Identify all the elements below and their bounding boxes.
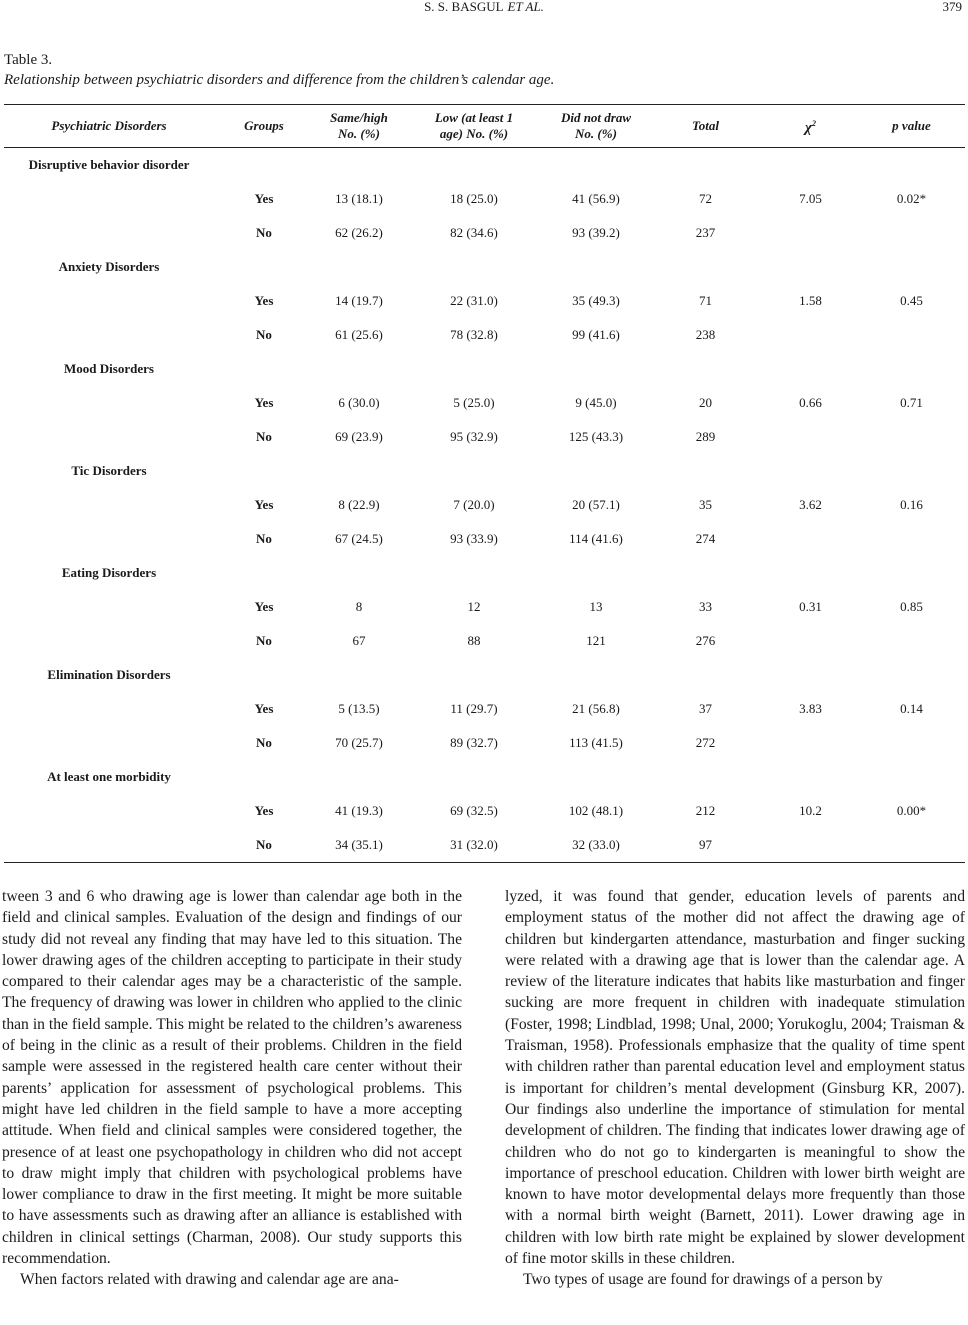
table-row [4,318,965,352]
disorder-name: Eating Disorders [61,565,157,580]
group-cell: Yes [254,701,274,716]
did-not-draw-cell: 20 (57.1) [572,497,620,512]
low-cell: 18 (25.0) [450,191,498,206]
disorder-name: Anxiety Disorders [58,259,160,274]
did-not-draw-cell: 21 (56.8) [572,701,620,716]
chi-square-cell: 3.83 [799,701,822,716]
group-cell: No [256,735,272,750]
table-row [4,182,965,216]
chi-square-cell [763,318,858,352]
header-did-not-draw: Did not draw No. (%) [544,105,648,148]
header-p-value: p value [858,105,965,148]
group-cell: Yes [254,497,274,512]
chi-square-cell [763,624,858,658]
chi-square-cell [763,828,858,863]
table-group-row [4,760,965,794]
low-cell: 11 (29.7) [450,701,498,716]
same-high-cell: 41 (19.3) [335,803,383,818]
total-cell: 71 [699,293,712,308]
low-cell: 78 (32.8) [450,327,498,342]
table-row [4,386,965,420]
empty-cell [4,488,214,522]
p-value-cell [858,420,965,454]
group-cell: No [214,828,314,863]
running-head-authors [0,0,968,18]
table-row [4,726,965,760]
body-column-right [505,886,965,1291]
did-not-draw-cell: 113 (41.5) [569,735,623,750]
p-value-cell [858,522,965,556]
group-cell: Yes [254,293,274,308]
empty-cell [4,182,214,216]
empty-cell [4,420,214,454]
group-cell: Yes [254,191,274,206]
chi-square-cell [763,522,858,556]
group-cell: Yes [254,395,274,410]
total-cell: 20 [699,395,712,410]
low-cell: 95 (32.9) [450,429,498,444]
total-cell: 33 [699,599,712,614]
did-not-draw-cell: 93 (39.2) [572,225,620,240]
table-title: Relationship between psychiatric disorders and difference from the children’s calendar age. [4,72,555,88]
disorder-name: Mood Disorders [64,361,154,376]
table-body [4,148,965,863]
did-not-draw-cell: 114 (41.6) [569,531,623,546]
group-cell: Yes [254,803,274,818]
chi-square-cell: 3.62 [799,497,822,512]
table-row [4,216,965,250]
table-group-row [4,556,965,590]
chi-square-cell: 1.58 [799,293,822,308]
chi-square-cell: 7.05 [799,191,822,206]
low-cell: 89 (32.7) [450,735,498,750]
same-high-cell: 67 [352,633,366,648]
empty-cell [4,794,214,828]
header-low: Low (at least 1 age) No. (%) [404,105,544,148]
same-high-cell: 14 (19.7) [335,293,383,308]
p-value-cell: 0.02* [896,191,927,206]
low-cell: 22 (31.0) [450,293,498,308]
group-cell: No [256,531,272,546]
empty-cell [4,522,214,556]
table-row [4,692,965,726]
header-groups: Groups [214,105,314,148]
same-high-cell: 8 [355,599,363,614]
total-cell: 72 [699,191,712,206]
total-cell: 274 [695,531,716,546]
did-not-draw-cell: 32 (33.0) [544,828,648,863]
authors: S. S. BASGUL [424,0,504,14]
did-not-draw-cell: 121 [586,633,606,648]
low-cell: 7 (20.0) [453,497,495,512]
total-cell: 97 [648,828,763,863]
same-high-cell: 69 (23.9) [335,429,383,444]
empty-cell [4,726,214,760]
paragraph: When factors related with drawing and calendar age are ana- [20,1271,399,1289]
same-high-cell: 62 (26.2) [335,225,383,240]
group-cell: No [256,429,272,444]
total-cell: 238 [695,327,716,342]
table-caption [4,50,554,90]
table-row [4,522,965,556]
table-label: Table 3. [4,52,53,68]
total-cell: 289 [695,429,716,444]
group-cell: Yes [254,599,274,614]
low-cell: 93 (33.9) [450,531,498,546]
did-not-draw-cell: 102 (48.1) [568,803,624,818]
disorder-name: Elimination Disorders [47,667,171,682]
empty-cell [4,624,214,658]
group-cell: No [256,633,272,648]
p-value-cell [858,726,965,760]
did-not-draw-cell: 99 (41.6) [572,327,620,342]
group-cell: No [256,225,272,240]
did-not-draw-cell: 35 (49.3) [572,293,620,308]
header-chi-square: $\chi^2$ [763,105,858,148]
low-cell: 12 [467,599,481,614]
chi-square-cell [763,216,858,250]
table-group-row [4,658,965,692]
total-cell: 237 [695,225,716,240]
chi-square-cell [763,420,858,454]
same-high-cell: 8 (22.9) [338,497,380,512]
did-not-draw-cell: 41 (56.9) [572,191,620,206]
results-table [4,104,965,863]
total-cell: 272 [695,735,716,750]
p-value-cell: 0.85 [900,599,923,614]
chi-square-cell: 10.2 [799,803,822,818]
disorder-name: Disruptive behavior disorder [28,157,190,172]
same-high-cell: 70 (25.7) [335,735,383,750]
p-value-cell: 0.71 [900,395,923,410]
header-disorders: Psychiatric Disorders [4,105,214,148]
paragraph: Two types of usage are found for drawings of a person by [523,1271,883,1289]
same-high-cell: 34 (35.1) [314,828,404,863]
same-high-cell: 67 (24.5) [335,531,383,546]
same-high-cell: 61 (25.6) [335,327,383,342]
p-value-cell: 0.45 [900,293,923,308]
empty-cell [4,216,214,250]
p-value-cell: 0.14 [900,701,923,716]
table-row [4,590,965,624]
table-group-row [4,352,965,386]
total-cell: 276 [695,633,716,648]
table-row [4,794,965,828]
table-group-row [4,250,965,284]
table-row [4,284,965,318]
header-same-high: Same/high No. (%) [314,105,404,148]
same-high-cell: 13 (18.1) [335,191,383,206]
empty-cell [4,318,214,352]
low-cell: 31 (32.0) [404,828,544,863]
table-group-row [4,148,965,183]
running-head [0,0,968,22]
did-not-draw-cell: 13 [589,599,603,614]
page-number: 379 [942,0,962,14]
p-value-cell [858,216,965,250]
empty-cell [4,386,214,420]
low-cell: 82 (34.6) [450,225,498,240]
table-row [4,828,965,863]
low-cell: 88 [467,633,481,648]
total-cell: 35 [699,497,712,512]
paragraph: tween 3 and 6 who drawing age is lower than calendar age both in the field and clinical samples. Evaluation of the design and findings of our study did not reveal any finding that may have led to this situation. The lower drawing ages of the children accepting to participate in their study compared to their calendar ages may be a characteristic of the sample. The frequency of drawing was lower in children who applied to the clinic than in the field sample. This might be related to the children’s awareness of being in the clinic as a result of their problems. Children in the field sample were assessed in the registered health care center without their parents’ application for assessment of psychological problems. This might have led children in the field sample to have a more accepting attitude. When field and clinical samples were considered together, the presence of at least one psychopathology in children who did not accept to draw might imply that children with psychological problems have lower compliance to draw in the first meeting. It might be more suitable to have assessments such as drawing after an alliance is established with children in clinical settings (Charman, 2008). Our study supports this recommendation. [2,888,462,1268]
did-not-draw-cell: 125 (43.3) [568,429,624,444]
same-high-cell: 6 (30.0) [338,395,380,410]
table-row [4,420,965,454]
table-header-row [4,105,965,148]
empty-cell [4,692,214,726]
table-row [4,488,965,522]
table-group-row [4,454,965,488]
disorder-name: At least one morbidity [47,769,171,784]
empty-cell [4,590,214,624]
et-al: ET AL. [507,0,544,14]
disorder-name: Tic Disorders [71,463,147,478]
empty-cell [4,828,214,863]
p-value-cell: 0.16 [900,497,923,512]
chi-square-cell: 0.66 [799,395,822,410]
p-value-cell [858,318,965,352]
total-cell: 37 [699,701,712,716]
p-value-cell [858,624,965,658]
group-cell: No [256,327,272,342]
p-value-cell: 0.00* [896,803,927,818]
low-cell: 69 (32.5) [450,803,498,818]
same-high-cell: 5 (13.5) [338,701,380,716]
body-column-left [2,886,462,1291]
chi-square-cell: 0.31 [799,599,822,614]
header-total: Total [648,105,763,148]
paragraph: lyzed, it was found that gender, education levels of parents and employment status of the mother did not affect the drawing age of children but kindergarten attendance, masturbation and finger sucking were related with a drawing age that is lower than the calendar age. A review of the literature indicates that habits like masturbation and finger sucking are more frequent in children with inadequate stimulation (Foster, 1998; Lindblad, 1998; Unal, 2000; Yorukoglu, 2004; Traisman & Traisman, 1958). Professionals emphasize that the quality of time spent with children rather than parental education level and employment status is important for children’s mental development (Ginsburg KR, 2007). Our findings also underline the importance of stimulation for mental development of children. The finding that indicates lower drawing age of children who do not go to kindergarten is meaningful to show the importance of preschool education. Children with lower birth weight are known to have motor developmental delays more frequently than those with a normal birth weight (Barnett, 2011). Lower drawing age in children with low birth rate might be explained by slower development of fine motor skills in these children. [505,888,965,1268]
empty-cell [4,284,214,318]
p-value-cell [858,828,965,863]
total-cell: 212 [695,803,716,818]
chi-square-cell [763,726,858,760]
table-row [4,624,965,658]
did-not-draw-cell: 9 (45.0) [575,395,617,410]
low-cell: 5 (25.0) [453,395,495,410]
